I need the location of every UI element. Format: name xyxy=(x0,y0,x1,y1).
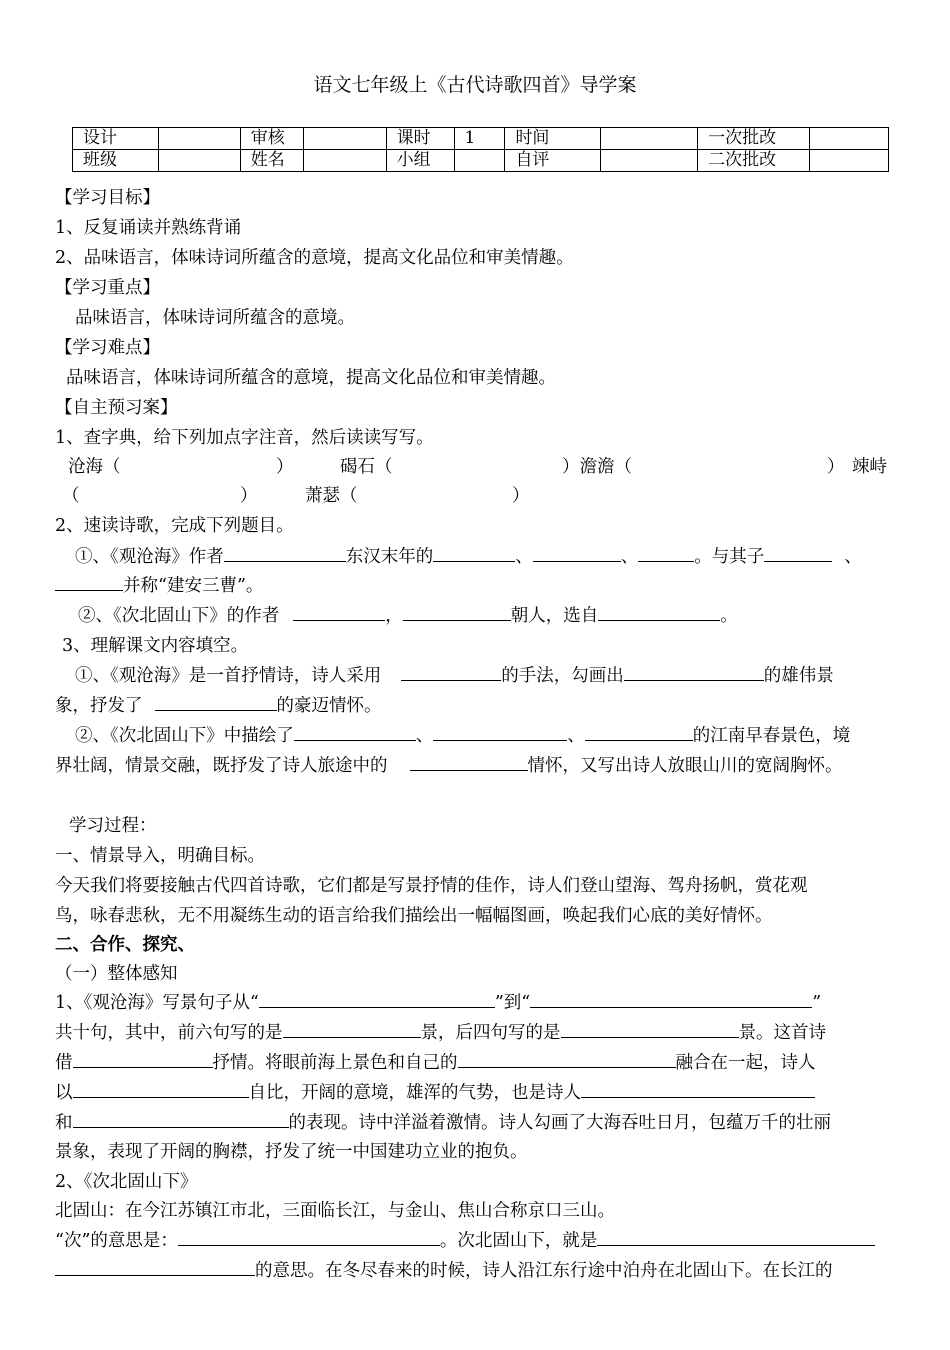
info-cell[interactable] xyxy=(601,150,698,172)
section-heading-key: 【学习重点】 xyxy=(55,278,160,298)
fill-line: 景象，表现了开阔的胸襟，抒发了统一中国建功立业的抱负。 xyxy=(55,1142,528,1162)
section-heading-preview: 【自主预习案】 xyxy=(55,398,178,418)
answer-blank[interactable] xyxy=(283,1021,421,1038)
section-heading-difficulty: 【学习难点】 xyxy=(55,338,160,358)
answer-blank[interactable] xyxy=(55,1259,255,1276)
answer-blank[interactable] xyxy=(178,1229,440,1246)
info-cell[interactable] xyxy=(303,128,386,150)
info-cell: 二次批改 xyxy=(698,150,810,172)
fill-line: ①、《观沧海》作者 东汉末年的 、 、 。与其子 、 xyxy=(75,547,862,567)
answer-blank[interactable] xyxy=(73,1051,213,1068)
info-cell[interactable] xyxy=(158,128,240,150)
info-cell: 课时 xyxy=(386,128,454,150)
answer-blank[interactable] xyxy=(624,664,764,681)
fill-line: ②、《次北固山下》中描绘了 、 、 的江南早春景色，境 xyxy=(75,726,851,746)
info-row-1 xyxy=(73,128,889,150)
answer-blank[interactable] xyxy=(224,545,346,562)
answer-blank[interactable] xyxy=(433,545,515,562)
fill-line: ②、《次北固山下》的作者 ， 朝人，选自 。 xyxy=(78,606,738,626)
info-cell[interactable] xyxy=(454,150,505,172)
pinyin-item: ） xyxy=(512,486,530,506)
fill-line: ①、《观沧海》是一首抒情诗，诗人采用 的手法，勾画出 的雄伟景 xyxy=(75,666,834,686)
note-text: 北固山：在今江苏镇江市北，三面临长江，与金山、焦山合称京口三山。 xyxy=(55,1201,615,1221)
pinyin-item: ） xyxy=(827,457,845,477)
section-heading-goals: 【学习目标】 xyxy=(55,188,160,208)
fill-line: 界壮阔，情景交融，既抒发了诗人旅途中的 情怀，又写出诗人放眼山川的宽阔胸怀。 xyxy=(55,756,843,776)
info-cell: 设计 xyxy=(73,128,159,150)
preview-question-3: 3、理解课文内容填空。 xyxy=(62,636,249,656)
answer-blank[interactable] xyxy=(638,545,694,562)
answer-blank[interactable] xyxy=(598,604,720,621)
fill-line: 的意思。在冬尽春来的时候，诗人沿江东行途中泊舟在北固山下。在长江的 xyxy=(55,1259,833,1283)
preview-question-1: 1、查字典，给下列加点字注音，然后读读写写。 xyxy=(55,428,434,448)
section-heading-process: 学习过程： xyxy=(69,816,157,836)
answer-blank[interactable] xyxy=(433,724,567,741)
fill-line: 借 抒情。将眼前海上景色和自己的 融合在一起，诗人 xyxy=(55,1053,816,1073)
info-cell: 自评 xyxy=(505,150,601,172)
answer-blank[interactable] xyxy=(581,1081,815,1098)
fill-line: 和 的表现。诗中洋溢着激情。诗人勾画了大海吞吐日月，包蕴万千的壮丽 xyxy=(55,1113,831,1133)
goal-item: 2、品味语言，体味诗词所蕴含的意境，提高文化品位和审美情趣。 xyxy=(55,248,574,268)
process-step-2: 二、合作、探究、 xyxy=(55,935,195,955)
answer-blank[interactable] xyxy=(764,545,832,562)
process-step-1: 一、情景导入，明确目标。 xyxy=(55,846,265,866)
info-cell: 审核 xyxy=(240,128,303,150)
answer-blank[interactable] xyxy=(73,1081,249,1098)
info-cell[interactable] xyxy=(810,128,889,150)
info-cell: 一次批改 xyxy=(698,128,810,150)
pinyin-item: ）澹澹（ xyxy=(562,457,632,477)
answer-blank[interactable] xyxy=(293,604,385,621)
pinyin-item: ） xyxy=(240,486,258,506)
pinyin-item: 沧海（ xyxy=(68,457,121,477)
answer-blank[interactable] xyxy=(533,545,621,562)
answer-blank[interactable] xyxy=(55,574,123,591)
info-cell: 时间 xyxy=(505,128,601,150)
goal-item: 1、反复诵读并熟练背诵 xyxy=(55,218,242,238)
answer-blank[interactable] xyxy=(561,1021,739,1038)
info-cell[interactable]: 1 xyxy=(454,128,505,150)
pinyin-item: （ xyxy=(62,486,80,506)
pinyin-item: 竦峙 xyxy=(852,457,887,477)
answer-blank[interactable] xyxy=(530,991,812,1008)
intro-paragraph-line: 鸟，咏春悲秋，无不用凝练生动的语言给我们描绘出一幅幅图画，唤起我们心底的美好情怀。 xyxy=(55,906,773,926)
answer-blank[interactable] xyxy=(585,724,693,741)
info-cell: 小组 xyxy=(386,150,454,172)
answer-blank[interactable] xyxy=(155,694,277,711)
info-cell: 姓名 xyxy=(240,150,303,172)
preview-question-2: 2、速读诗歌，完成下列题目。 xyxy=(55,516,294,536)
answer-blank[interactable] xyxy=(259,991,495,1008)
key-point-text: 品味语言，体味诗词所蕴含的意境。 xyxy=(75,308,355,328)
info-cell[interactable] xyxy=(303,150,386,172)
difficulty-text: 品味语言，体味诗词所蕴含的意境，提高文化品位和审美情趣。 xyxy=(66,368,556,388)
answer-blank[interactable] xyxy=(597,1229,875,1246)
fill-line: 1、《观沧海》写景句子从“ ”到“ ” xyxy=(55,993,822,1013)
subsection-heading: （一）整体感知 xyxy=(55,964,178,984)
info-cell[interactable] xyxy=(158,150,240,172)
intro-paragraph-line: 今天我们将要接触古代四首诗歌，它们都是写景抒情的佳作，诗人们登山望海、驾舟扬帆，赏花观 xyxy=(55,876,808,896)
info-cell[interactable] xyxy=(810,150,889,172)
fill-line: 共十句，其中，前六句写的是 景，后四句写的是 景。这首诗 xyxy=(55,1023,826,1043)
answer-blank[interactable] xyxy=(401,664,501,681)
answer-blank[interactable] xyxy=(410,754,528,771)
pinyin-item: 萧瑟（ xyxy=(305,486,358,506)
answer-blank[interactable] xyxy=(403,604,511,621)
fill-line: “次”的意思是： 。次北固山下，就是 xyxy=(55,1229,875,1253)
info-table xyxy=(72,127,889,172)
fill-line: 并称“建安三曹”。 xyxy=(55,574,263,598)
info-row-2 xyxy=(73,150,889,172)
answer-blank[interactable] xyxy=(458,1051,676,1068)
answer-blank[interactable] xyxy=(73,1111,289,1128)
info-cell: 班级 xyxy=(73,150,159,172)
pinyin-item: ） xyxy=(276,457,294,477)
page-title: 语文七年级上《古代诗歌四首》导学案 xyxy=(313,74,637,96)
fill-line: 象，抒发了 的豪迈情怀。 xyxy=(55,696,382,716)
info-cell[interactable] xyxy=(601,128,698,150)
fill-line: 以 自比，开阔的意境，雄浑的气势，也是诗人 xyxy=(55,1081,815,1105)
pinyin-item: 碣石（ xyxy=(340,457,393,477)
answer-blank[interactable] xyxy=(294,724,416,741)
question-2-heading: 2、《次北固山下》 xyxy=(55,1172,198,1192)
